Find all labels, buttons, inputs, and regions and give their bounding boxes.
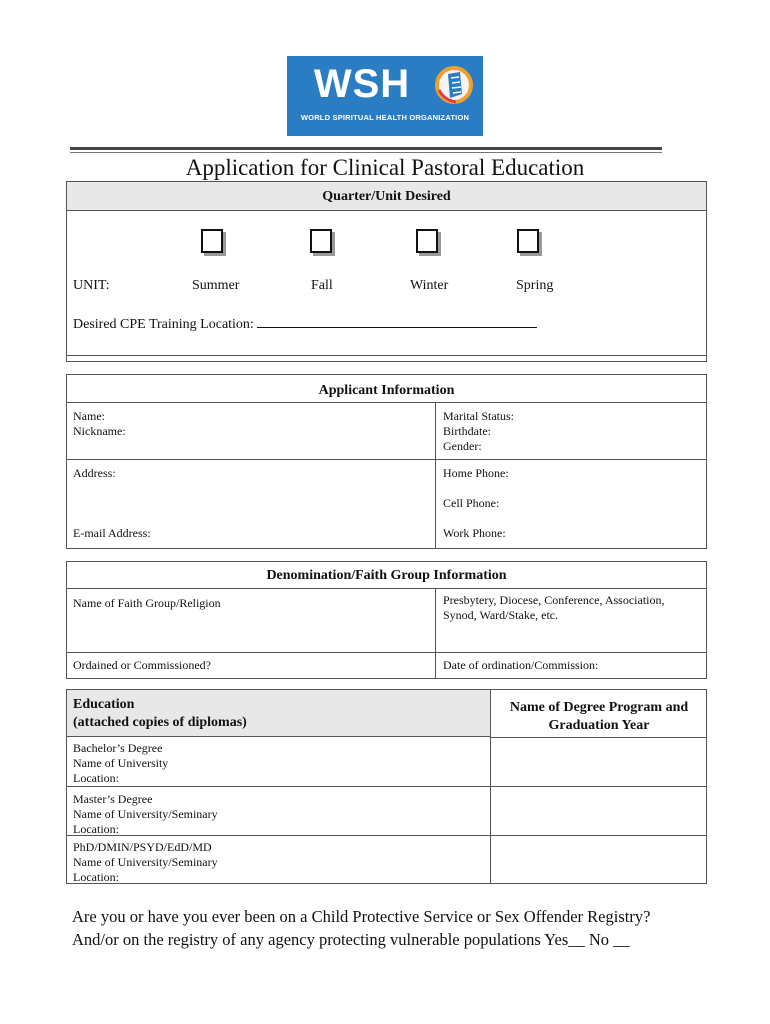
logo-subtitle: WORLD SPIRITUAL HEALTH ORGANIZATION	[300, 113, 470, 122]
marital-field[interactable]	[443, 409, 514, 424]
location-label: Location:	[73, 870, 119, 884]
home-phone-field[interactable]	[443, 466, 509, 481]
presbytery-field[interactable]	[443, 593, 665, 623]
spring-label: Spring	[516, 278, 554, 293]
page-title: Application for Clinical Pastoral Education	[185, 155, 585, 180]
gender-field[interactable]	[443, 439, 482, 454]
birthdate-label: Birthdate:	[443, 424, 491, 438]
logo-text: WSH	[313, 62, 411, 106]
education-header-label: (attached copies of diplomas)	[73, 715, 247, 730]
degree-header	[491, 699, 707, 735]
winter-label: Winter	[410, 278, 449, 293]
address-field[interactable]	[73, 466, 116, 481]
degree-label: PhD/DMIN/PSYD/EdD/MD	[73, 840, 212, 854]
name-field[interactable]	[73, 409, 105, 424]
location-input[interactable]	[257, 315, 537, 328]
ordained-field[interactable]	[73, 658, 211, 673]
gender-label: Gender:	[443, 439, 482, 453]
globe-icon	[434, 64, 474, 106]
email-field[interactable]	[73, 526, 151, 541]
work-phone-field[interactable]	[443, 526, 506, 541]
degree-label: Bachelor’s Degree	[73, 741, 163, 755]
divider	[435, 403, 436, 548]
master-row[interactable]	[73, 792, 218, 837]
education-header-label: Education	[73, 697, 135, 712]
school-label: Name of University/Seminary	[73, 855, 218, 869]
presbytery-label: Synod, Ward/Stake, etc.	[443, 608, 559, 622]
divider	[67, 459, 706, 460]
divider	[67, 355, 706, 356]
quarter-header: Quarter/Unit Desired	[67, 182, 706, 211]
education-header	[67, 690, 490, 737]
winter-checkbox[interactable]	[416, 229, 438, 253]
summer-checkbox[interactable]	[201, 229, 223, 253]
location-label: Location:	[73, 771, 119, 785]
divider	[70, 147, 662, 150]
nickname-field[interactable]	[73, 424, 126, 439]
registry-line: And/or on the registry of any agency protecting vulnerable populations Yes__ No __	[72, 930, 630, 949]
degree-label: Master’s Degree	[73, 792, 153, 806]
ordination-date-field[interactable]	[443, 658, 598, 673]
spring-checkbox[interactable]	[517, 229, 539, 253]
applicant-header: Applicant Information	[67, 375, 706, 403]
applicant-section	[66, 374, 707, 549]
location-label: Desired CPE Training Location:	[73, 317, 254, 332]
divider	[70, 152, 662, 153]
divider	[435, 589, 436, 678]
fall-label: Fall	[311, 278, 333, 293]
fall-checkbox[interactable]	[310, 229, 332, 253]
faith-section	[66, 561, 707, 679]
ordination-date-label: Date of ordination/Commission:	[443, 658, 599, 672]
unit-label: UNIT:	[73, 278, 110, 293]
registry-line: Are you or have you ever been on a Child Protective Service or Sex Offender Registry?	[72, 907, 651, 926]
divider	[490, 737, 706, 738]
name-label: Name:	[73, 409, 105, 423]
faith-group-field[interactable]	[73, 596, 221, 611]
address-label: Address:	[73, 466, 116, 480]
degree-header-label: Name of Degree Program and	[509, 700, 689, 715]
cell-phone-field[interactable]	[443, 496, 499, 511]
quarter-section	[66, 181, 707, 362]
ordained-label: Ordained or Commissioned?	[73, 658, 211, 672]
school-label: Name of University/Seminary	[73, 807, 218, 821]
nickname-label: Nickname:	[73, 424, 126, 438]
birthdate-field[interactable]	[443, 424, 491, 439]
cell-phone-label: Cell Phone:	[443, 496, 500, 510]
location-row	[73, 315, 537, 333]
work-phone-label: Work Phone:	[443, 526, 506, 540]
divider	[67, 652, 706, 653]
summer-label: Summer	[192, 278, 240, 293]
email-label: E-mail Address:	[73, 526, 151, 540]
doctorate-row[interactable]	[73, 840, 218, 885]
registry-question	[72, 905, 650, 951]
home-phone-label: Home Phone:	[443, 466, 509, 480]
degree-header-label: Graduation Year	[548, 718, 650, 733]
wsho-logo	[287, 56, 483, 136]
faith-group-label: Name of Faith Group/Religion	[73, 596, 221, 610]
education-section	[66, 689, 707, 884]
school-label: Name of University	[73, 756, 169, 770]
faith-header: Denomination/Faith Group Information	[67, 562, 706, 589]
divider	[67, 786, 706, 787]
location-label: Location:	[73, 822, 119, 836]
marital-label: Marital Status:	[443, 409, 514, 423]
bachelor-row[interactable]	[73, 741, 168, 786]
presbytery-label: Presbytery, Diocese, Conference, Association,	[443, 593, 665, 607]
